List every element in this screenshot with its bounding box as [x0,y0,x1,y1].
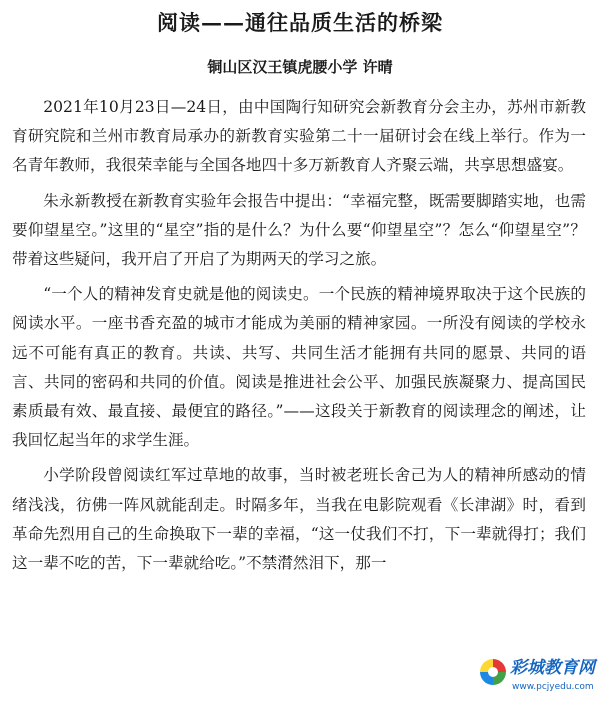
article-author: 铜山区汉王镇虎腰小学 许晴 [207,58,393,76]
paragraph-4: 小学阶段曾阅读红军过草地的故事，当时被老班长舍己为人的精神所感动的情绪浅浅，彷佛一阵风就能刮走。时隔多年，当我在电影院观看《长津湖》时，看到革命先烈用自己的生命换取下一辈的幸福，“这一仗我们不打，下一辈就得打；我们这一辈不吃的苦，下一辈就给吃。”不禁潸然泪下，那一 [12,466,586,573]
paragraph-2: 朱永新教授在新教育实验年会报告中提出：“幸福完整，既需要脚踏实地，也需要仰望星空。”这里的“星空”指的是什么？为什么要“仰望星空”？怎么“仰望星空”？带着这些疑问，我开启了开启了为期两天的学习之旅。 [12,191,586,269]
watermark [478,653,598,705]
paragraph-3: “一个人的精神发育史就是他的阅读史。一个民族的精神境界取决于这个民族的阅读水平。一座书香充盈的城市才能成为美丽的精神家园。一所没有阅读的学校永远不可能有真正的教育。共读、共写、共同生活才能拥有共同的愿景、共同的语言、共同的密码和共同的价值。阅读是推进社会公平、加强民族凝聚力、提高国民素质最有效、最直接、最便宜的路径。”——这段关于新教育的阅读理念的阐述，让我回忆起当年的求学生涯。 [12,285,586,450]
article-title: 阅读——通往品质生活的桥梁 [157,10,443,35]
paragraph-1: 2021年10月23日—24日，由中国陶行知研究会新教育分会主办，苏州市新教育研究院和兰州市教育局承办的新教育实验第二十一届研讨会在线上举行。作为一名青年教师，我很荣幸能与全国各地四十多万新教育人齐聚云端，共享思想盛宴。 [12,98,586,175]
watermark-url: www.pcjyedu.com [512,682,594,692]
watermark-text: 彩城教育网 [510,658,595,678]
logo-icon [480,659,506,685]
article-body [12,93,586,584]
